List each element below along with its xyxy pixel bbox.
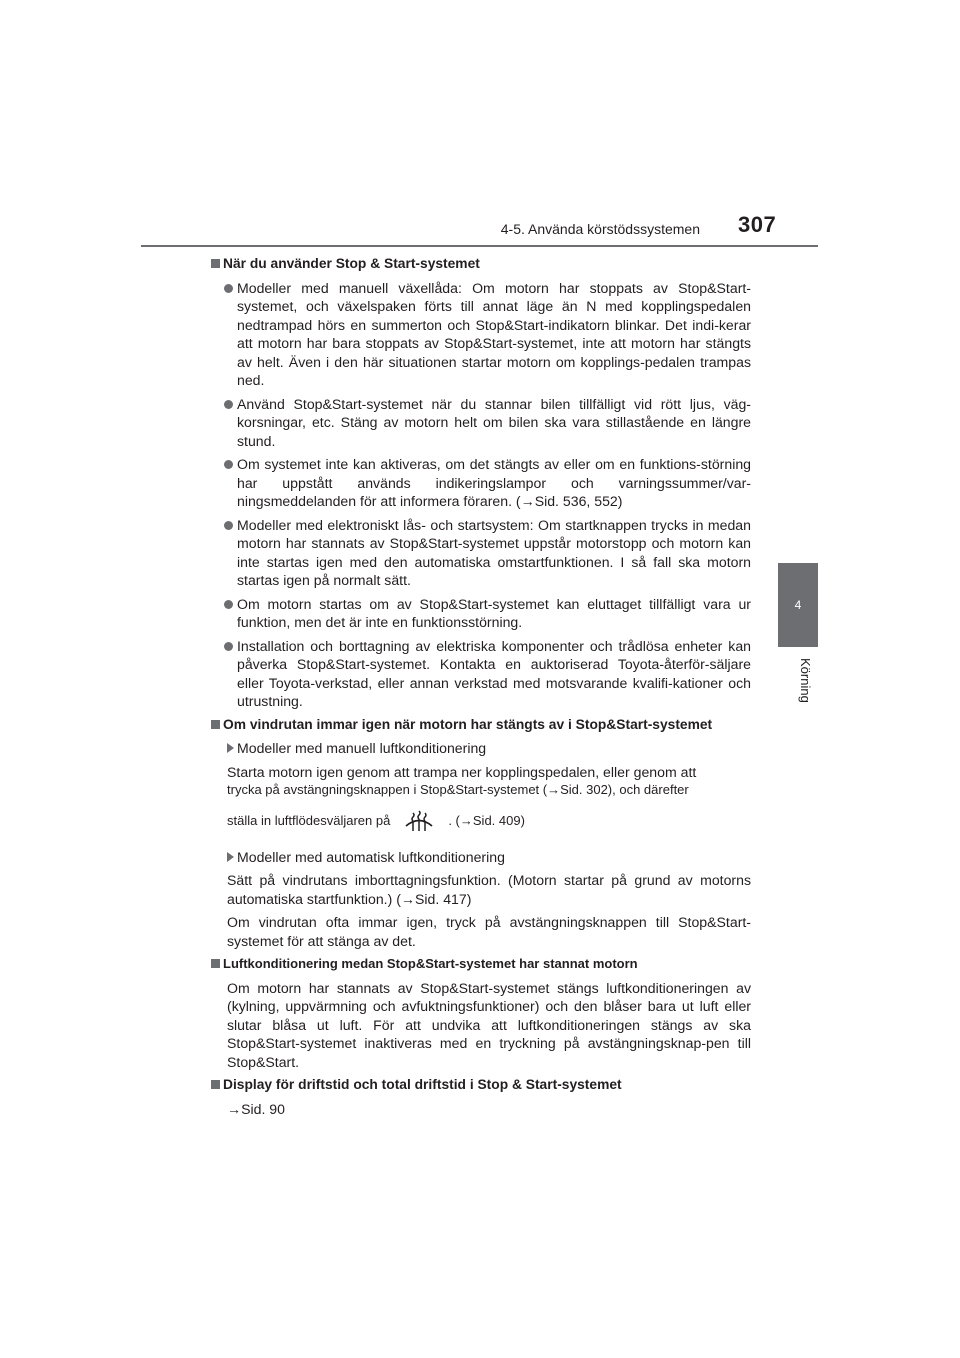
- paragraph-text: . (→Sid. 409): [448, 813, 525, 829]
- list-item-text: Om systemet inte kan aktiveras, om det stängts av eller om en funktions-störning har uppstått används indikeringslampor och varningssummer/var-ningsmeddelanden för att informera föraren. (→Sid. 536, 552): [237, 456, 751, 509]
- sub-heading: [210, 848, 751, 867]
- list-item: [210, 279, 751, 390]
- chapter-number: 4: [794, 598, 802, 612]
- page-number: 307: [738, 212, 777, 237]
- section-heading: [210, 955, 751, 974]
- sub-heading: [210, 739, 751, 758]
- circle-bullet-icon: [224, 284, 233, 293]
- heading-text: När du använder Stop & Start-systemet: [223, 256, 480, 271]
- paragraph-text: ställa in luftflödesväljaren på: [227, 813, 391, 829]
- list-item-text: Modeller med elektroniskt lås- och startsystem: Om startknappen trycks in medan motorn har stannats av Stop&Start-systemet uppstår motorstopp och motorn kan inte startas igen med den automatiska omstartfunktionen. I så fall ska motorn startas igen på normalt sätt.: [237, 516, 751, 588]
- paragraph: trycka på avstängningsknappen i Stop&Start-systemet (→Sid. 302), och därefter: [227, 782, 689, 797]
- section-heading: [210, 716, 751, 735]
- square-bullet-icon: [211, 720, 220, 729]
- sub-heading-text: Modeller med automatisk luftkonditionering: [237, 848, 505, 865]
- paragraph: Sätt på vindrutans imborttagningsfunktion. (Motorn startar på grund av motorns automatiska startfunktion.) (→Sid. 417): [227, 872, 751, 907]
- circle-bullet-icon: [224, 400, 233, 409]
- windshield-defroster-icon: [404, 809, 434, 835]
- circle-bullet-icon: [224, 600, 233, 609]
- page-content: [210, 255, 751, 1123]
- section-title: 4-5. Använda körstödssystemen: [500, 221, 700, 237]
- section-heading: [210, 255, 751, 274]
- heading-text: Display för driftstid och total driftstid i Stop & Start-systemet: [223, 1077, 622, 1092]
- list-item-text: Använd Stop&Start-systemet när du stannar bilen tillfälligt vid rött ljus, väg-korsningar, etc. Stäng av motorn helt om bilen ska vara stillastående en längre stund.: [237, 395, 751, 449]
- heading-text: Om vindrutan immar igen när motorn har stängts av i Stop&Start-systemet: [223, 716, 713, 732]
- header-divider: [141, 245, 818, 247]
- list-item: [210, 395, 751, 451]
- sub-heading-text: Modeller med manuell luftkonditionering: [237, 740, 487, 756]
- section-heading: [210, 1076, 751, 1095]
- list-item: [210, 637, 751, 711]
- paragraph-with-icon: [210, 808, 751, 836]
- square-bullet-icon: [211, 259, 220, 268]
- circle-bullet-icon: [224, 642, 233, 651]
- list-item-text: Installation och borttagning av elektriska komponenter och trådlösa enheter kan påverka Stop&Start-systemet. Kontakta en auktoriserad Toyota-återför-säljare eller Toyota-verkstad, eller annan verkstad med motsvarande kvalifi-kationer och utrustning.: [237, 637, 751, 709]
- paragraph: Starta motorn igen genom att trampa ner kopplingspedalen, eller genom att: [227, 763, 697, 780]
- chapter-label: Körning: [798, 658, 813, 703]
- paragraph: Om motorn har stannats av Stop&Start-systemet stängs luftkonditioneringen av (kylning, uppvärmning och avfuktningsfunktioner) och den blåser bara ut luft eller slutar blåsa ut luft. För att undvika att luftkonditioneringen stängs av ska Stop&Start-systemet inaktiveras med en tryckning på avstängningsknap-pen till Stop&Start.: [227, 979, 751, 1070]
- heading-text: Luftkonditionering medan Stop&Start-systemet har stannat motorn: [223, 956, 638, 971]
- chapter-tab: [778, 563, 818, 647]
- triangle-bullet-icon: [227, 852, 234, 862]
- paragraph: Om vindrutan ofta immar igen, tryck på avstängningsknappen till Stop&Start-systemet för att stänga av det.: [227, 914, 751, 949]
- square-bullet-icon: [211, 959, 220, 968]
- page-reference: →Sid. 90: [227, 1100, 285, 1117]
- triangle-bullet-icon: [227, 743, 234, 753]
- list-item: [210, 595, 751, 632]
- list-item-text: Modeller med manuell växellåda: Om motorn har stoppats av Stop&Start-systemet, och växelspaken förts till annat läge än N med kopplingspedalen nedtrampad hörs en summerton och Stop&Start-indikatorn blinkar. Det indi-kerar att motorn har bara stoppats av Stop&Start-systemet, inte att motorn har stängts av helt. Även i den här situationen startar motorn om kopplings-pedalen trampas ned.: [237, 279, 751, 388]
- list-item: [210, 455, 751, 511]
- square-bullet-icon: [211, 1080, 220, 1089]
- circle-bullet-icon: [224, 521, 233, 530]
- list-item: [210, 516, 751, 590]
- circle-bullet-icon: [224, 460, 233, 469]
- list-item-text: Om motorn startas om av Stop&Start-systemet kan eluttaget tillfälligt vara ur funktion, men det är inte en funktionsstörning.: [237, 595, 751, 630]
